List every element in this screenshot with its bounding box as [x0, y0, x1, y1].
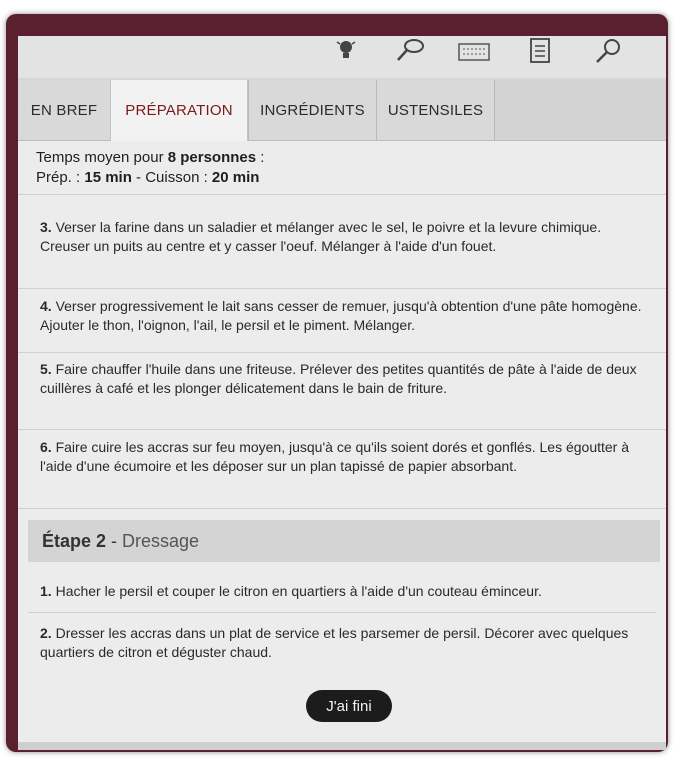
- tab-label: USTENSILES: [387, 101, 484, 119]
- divider: [18, 288, 666, 289]
- tab-preparation[interactable]: [110, 80, 248, 141]
- step-3: 3. Verser la farine dans un saladier et mélanger avec le sel, le poivre et la levure chimique. Creuser un puits au centre et y casser l'oeuf. Mélanger à l'aide d'un fouet.: [40, 219, 602, 254]
- time-line-persons: Temps moyen pour 8 personnes :: [36, 149, 265, 166]
- stage-2-header: Étape 2 - Dressage: [28, 520, 660, 562]
- divider: [18, 508, 666, 509]
- tablet-screen: [18, 36, 666, 750]
- tab-label: INGRÉDIENTS: [260, 101, 365, 119]
- time-summary: [36, 148, 264, 188]
- tab-ustensiles[interactable]: [376, 80, 494, 140]
- tab-en-bref[interactable]: [18, 80, 110, 140]
- divider: [18, 194, 666, 195]
- step-4: 4. Verser progressivement le lait sans cesser de remuer, jusqu'à obtention d'une pâte homogène. Ajouter le thon, l'oignon, l'ail, le persil et le piment. Mélanger.: [40, 298, 642, 333]
- photo-frame: [6, 14, 668, 752]
- stage-name: Dressage: [122, 530, 200, 551]
- tab-bar: [18, 78, 666, 141]
- divider: [28, 612, 656, 613]
- done-button[interactable]: J'ai fini: [306, 690, 392, 722]
- stage2-step-1: 1. Hacher le persil et couper le citron en quartiers à l'aide d'un couteau éminceur.: [40, 583, 542, 599]
- tab-bar-filler: [494, 80, 666, 140]
- prep-time: 15 min: [84, 169, 132, 186]
- divider: [18, 352, 666, 353]
- step-6: 6. Faire cuire les accras sur feu moyen, jusqu'à ce qu'ils soient dorés et gonflés. Les égoutter à l'aide d'une écumoire et les déposer sur un plan tapissé de papier absorbant.: [40, 439, 630, 474]
- top-toolbar: [18, 36, 666, 78]
- tab-label: EN BREF: [30, 101, 98, 119]
- bottom-strip: [18, 742, 666, 750]
- keyboard-icon[interactable]: [454, 36, 494, 66]
- lightbulb-icon[interactable]: [326, 36, 366, 66]
- magnifier-icon[interactable]: [588, 36, 628, 66]
- list-icon[interactable]: [520, 36, 560, 66]
- stage2-step-2: 2. Dresser les accras dans un plat de service et les parsemer de persil. Décorer avec quelques quartiers de citron et déguster chaud.: [40, 625, 629, 660]
- divider: [18, 429, 666, 430]
- cook-time: 20 min: [211, 169, 260, 186]
- stage-label: Étape 2: [42, 530, 107, 551]
- tab-ingredients[interactable]: [248, 80, 376, 140]
- step-5: 5. Faire chauffer l'huile dans une friteuse. Prélever des petites quantités de pâte à l'aide de deux cuillères à café et les plonger délicatement dans le bain de friture.: [40, 361, 637, 396]
- tab-label: PRÉPARATION: [125, 102, 233, 119]
- persons-count: 8 personnes: [167, 149, 257, 166]
- whisk-icon[interactable]: [390, 36, 430, 66]
- time-line-durations: Prép. : 15 min - Cuisson : 20 min: [36, 169, 260, 186]
